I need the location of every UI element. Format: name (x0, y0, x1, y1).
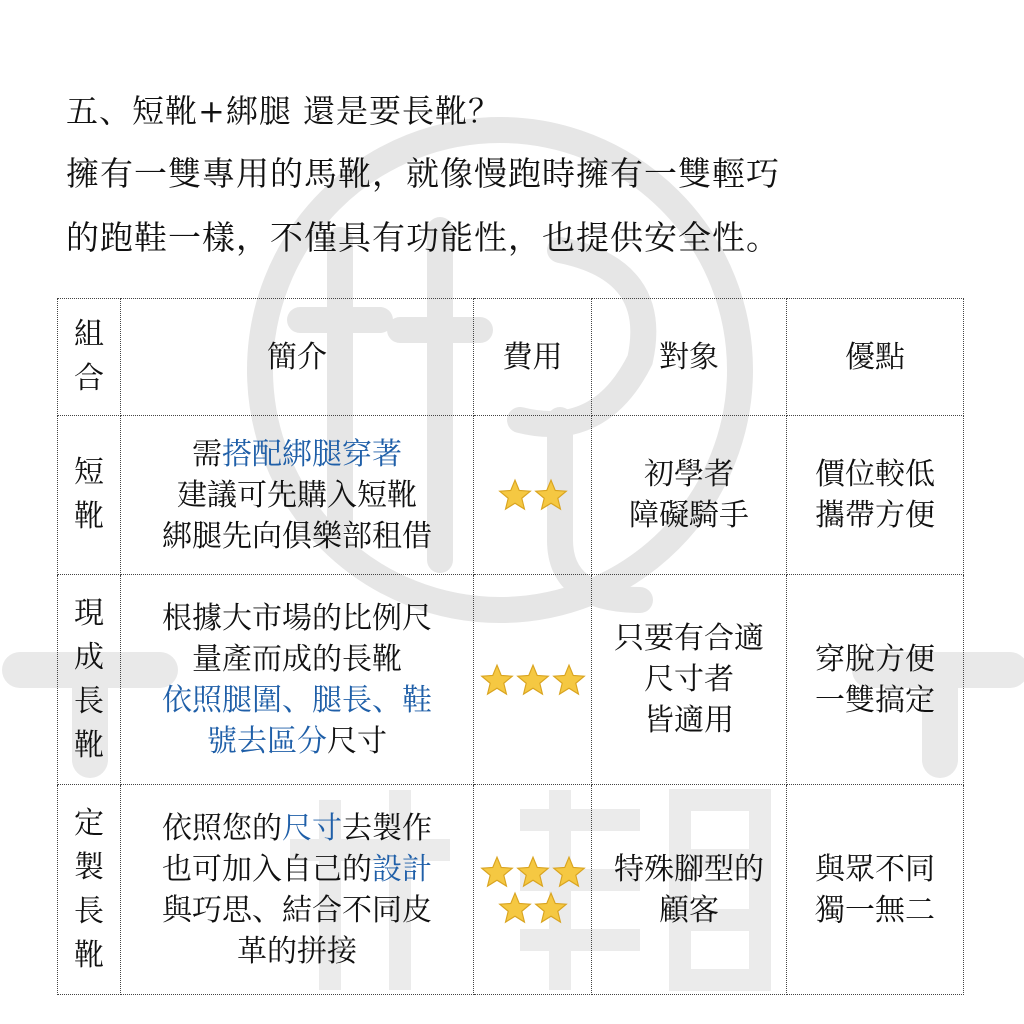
star-icon (552, 663, 586, 697)
cell-text-line: 皆適用 (644, 703, 734, 738)
intro-text-line (121, 434, 473, 475)
intro-text: 根據大市場的比例尺 (162, 600, 432, 636)
cell-text-line: 初學者 (644, 457, 734, 492)
highlighted-text: 號去區分 (207, 723, 327, 759)
cell-text-line: 障礙騎手 (629, 498, 749, 533)
intro-text: 也可加入自己的 (162, 851, 372, 887)
table-header-row (58, 299, 964, 416)
intro-text-line (121, 808, 473, 849)
intro-text-line (121, 639, 473, 680)
highlighted-text: 尺寸 (282, 810, 342, 846)
cell-advantage (787, 416, 964, 575)
cell-intro (121, 785, 474, 995)
intro-text: 去製作 (342, 810, 432, 846)
cell-intro (121, 416, 474, 575)
cell-text-line: 獨一無二 (815, 892, 935, 928)
header-cost: 費用 (474, 299, 592, 416)
intro-text-line (121, 931, 473, 972)
star-icon (498, 891, 532, 925)
intro-text: 與巧思、結合不同皮 (162, 892, 432, 928)
cell-group: 短靴 (58, 416, 121, 575)
cell-intro (121, 575, 474, 785)
cell-text-line: 穿脫方便 (815, 641, 935, 677)
star-icon (534, 478, 568, 512)
cell-text-line: 只要有合適 (614, 621, 764, 656)
table-row (58, 785, 964, 995)
cell-target (592, 416, 787, 575)
intro-text: 量產而成的長靴 (192, 641, 402, 677)
cell-text-line: 顧客 (659, 892, 719, 928)
intro-text: 依照您的 (162, 810, 282, 846)
intro-text-line (121, 475, 473, 516)
intro-text: 尺寸 (327, 723, 387, 759)
cell-advantage (787, 785, 964, 995)
intro-text-line (121, 849, 473, 890)
intro-text: 建議可先購入短靴 (177, 477, 417, 513)
intro-text: 革的拼接 (237, 933, 357, 969)
table-row (58, 416, 964, 575)
highlighted-text: 搭配綁腿穿著 (222, 436, 402, 472)
highlighted-text: 設計 (372, 851, 432, 887)
highlighted-text: 依照腿圍、腿長、鞋 (162, 682, 432, 718)
cell-group: 定製長靴 (58, 785, 121, 995)
cell-text-line: 攜帶方便 (815, 498, 935, 533)
star-icon (516, 855, 550, 889)
cell-cost (474, 575, 592, 785)
star-icon (534, 891, 568, 925)
star-icon (552, 855, 586, 889)
cell-text-line: 與眾不同 (815, 851, 935, 887)
header-advantage: 優點 (787, 299, 964, 416)
cell-text-line: 尺寸者 (644, 662, 734, 697)
intro-text: 需 (192, 436, 222, 472)
cell-group: 現成長靴 (58, 575, 121, 785)
cell-target (592, 575, 787, 785)
cell-text-line: 一雙搞定 (815, 682, 935, 718)
intro-text-line (121, 890, 473, 931)
intro-line: 的跑鞋一樣，不僅具有功能性，也提供安全性。 (66, 218, 780, 257)
intro-line: 擁有一雙專用的馬靴，就像慢跑時擁有一雙輕巧 (66, 154, 780, 193)
header-group: 組合 (58, 299, 121, 416)
header-intro: 簡介 (121, 299, 474, 416)
star-icon (480, 855, 514, 889)
boot-comparison-table (57, 298, 964, 995)
intro-text-line (121, 721, 473, 762)
cell-text-line: 價位較低 (815, 457, 935, 492)
cell-text-line: 特殊腳型的 (614, 851, 764, 887)
cell-cost (474, 416, 592, 575)
intro-text-line (121, 680, 473, 721)
cell-target (592, 785, 787, 995)
table-row (58, 575, 964, 785)
cell-advantage (787, 575, 964, 785)
intro-text: 綁腿先向俱樂部租借 (162, 518, 432, 554)
header-target: 對象 (592, 299, 787, 416)
star-icon (498, 478, 532, 512)
section-heading: 五、短靴+綁腿 還是要長靴？ (66, 92, 501, 130)
intro-text-line (121, 598, 473, 639)
cell-cost (474, 785, 592, 995)
star-icon (516, 663, 550, 697)
intro-text-line (121, 516, 473, 557)
star-icon (480, 663, 514, 697)
